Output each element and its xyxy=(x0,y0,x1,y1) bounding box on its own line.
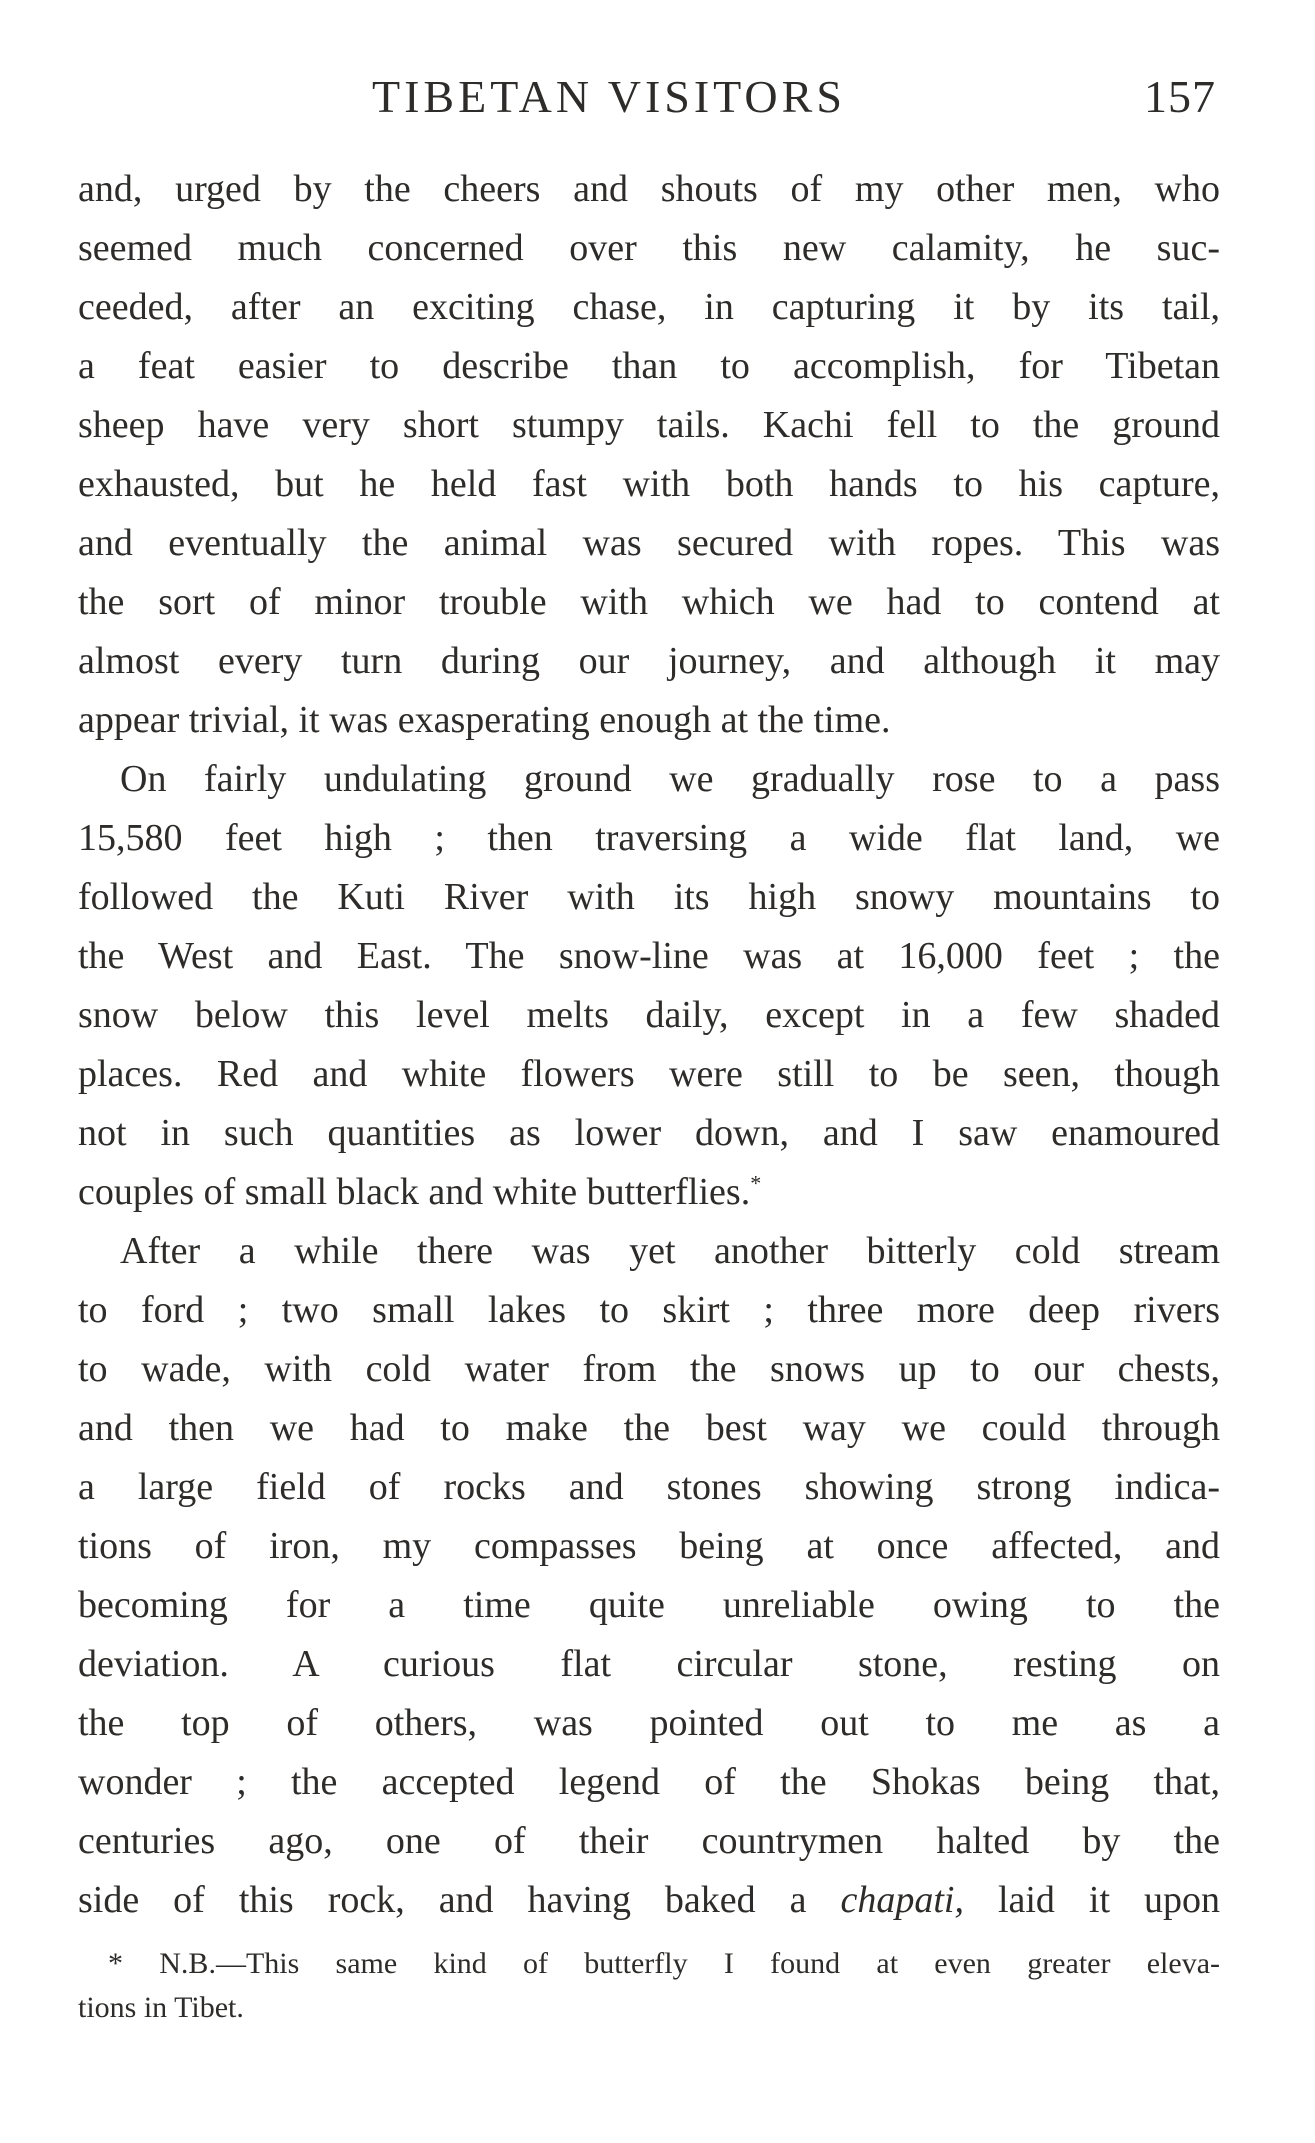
text-line: a feat easier to describe than to accomplish, for Tibetan xyxy=(78,345,1220,387)
text-line-content: laid it upon xyxy=(997,1879,1220,1921)
text-line xyxy=(78,1871,1220,1930)
text-line: becoming for a time quite unreliable owing to the xyxy=(78,1584,1220,1626)
footnote xyxy=(78,1942,1220,2030)
text-line: seemed much concerned over this new calamity, he suc- xyxy=(78,227,1220,269)
text-line: a large field of rocks and stones showing strong indica- xyxy=(78,1466,1220,1508)
text-line: 15,580 feet high ; then traversing a wide flat land, we xyxy=(78,817,1220,859)
text-line: and eventually the animal was secured with ropes. This was xyxy=(78,522,1220,564)
text-line: appear trivial, it was exasperating enough at the time. xyxy=(78,699,891,741)
text-line: wonder ; the accepted legend of the Shokas being that, xyxy=(78,1761,1220,1803)
text-line: ceeded, after an exciting chase, in capturing it by its tail, xyxy=(78,286,1220,328)
text-line: the West and East. The snow-line was at 16,000 feet ; the xyxy=(78,935,1220,977)
italic-word: chapati, xyxy=(840,1879,964,1921)
text-line: tions of iron, my compasses being at once affected, and xyxy=(78,1525,1220,1567)
text-line: On fairly undulating ground we gradually rose to a pass xyxy=(120,758,1220,800)
text-line: to wade, with cold water from the snows up to our chests, xyxy=(78,1348,1220,1390)
footnote-line: * N.B.—This same kind of butterfly I found at even greater eleva- xyxy=(108,1947,1220,1980)
text-line: the sort of minor trouble with which we had to contend at xyxy=(78,581,1220,623)
text-line: snow below this level melts daily, except in a few shaded xyxy=(78,994,1220,1036)
text-line: to ford ; two small lakes to skirt ; three more deep rivers xyxy=(78,1289,1220,1331)
text-line: places. Red and white flowers were still to be seen, though xyxy=(78,1053,1220,1095)
text-line: and then we had to make the best way we could through xyxy=(78,1407,1220,1449)
text-line: almost every turn during our journey, and although it may xyxy=(78,640,1220,682)
footnote-marker: * xyxy=(750,1170,762,1196)
running-title: TIBETAN VISITORS xyxy=(372,71,846,122)
body-text xyxy=(78,160,1220,1930)
page-number: 157 xyxy=(1144,71,1216,122)
text-line xyxy=(78,1163,1220,1222)
text-line: centuries ago, one of their countrymen halted by the xyxy=(78,1820,1220,1862)
text-line: and, urged by the cheers and shouts of my other men, who xyxy=(78,168,1220,210)
text-line: deviation. A curious flat circular stone, resting on xyxy=(78,1643,1220,1685)
text-line-content: side of this rock, and having baked a xyxy=(78,1879,807,1921)
text-line: the top of others, was pointed out to me as a xyxy=(78,1702,1220,1744)
footnote-line: tions in Tibet. xyxy=(78,1991,244,2024)
running-head xyxy=(0,70,1315,140)
text-line: not in such quantities as lower down, and I saw enamoured xyxy=(78,1112,1220,1154)
text-line: sheep have very short stumpy tails. Kachi fell to the ground xyxy=(78,404,1220,446)
text-line: followed the Kuti River with its high snowy mountains to xyxy=(78,876,1220,918)
text-line: exhausted, but he held fast with both hands to his capture, xyxy=(78,463,1220,505)
text-line-content: couples of small black and white butterflies. xyxy=(78,1171,751,1213)
text-line: After a while there was yet another bitterly cold stream xyxy=(120,1230,1220,1272)
